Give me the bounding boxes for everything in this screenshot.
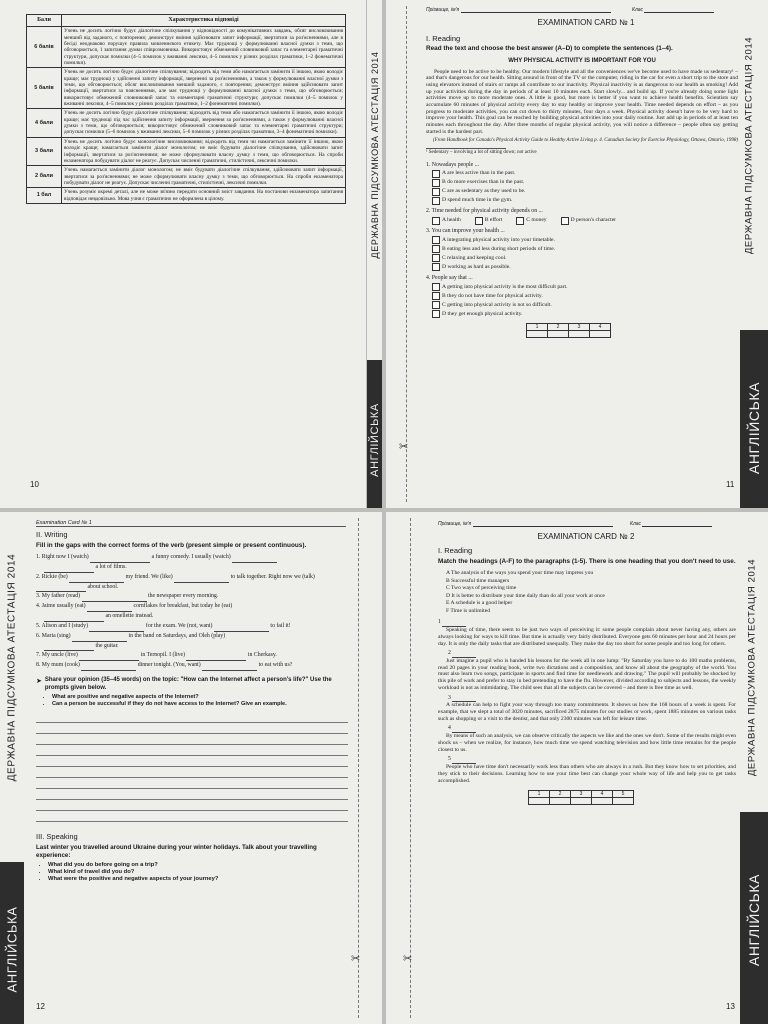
gap-field[interactable]	[69, 576, 124, 583]
checkbox[interactable]	[432, 254, 440, 262]
name-line[interactable]	[473, 520, 613, 527]
option[interactable]	[432, 292, 738, 301]
footnote: ¹ Sedentary – involving a lot of sitting down; not active	[426, 149, 537, 155]
option-label: B eating less and less during short periods of time.	[442, 245, 556, 252]
answer-grid	[526, 323, 611, 338]
header-description: Характеристика відповіді	[62, 15, 346, 27]
option[interactable]	[432, 254, 738, 263]
gap-field[interactable]	[174, 576, 229, 583]
page-number: 11	[726, 480, 735, 489]
answer-grid	[528, 790, 634, 805]
checkbox[interactable]	[432, 188, 440, 196]
opinion-task	[36, 677, 348, 692]
table-row	[27, 166, 346, 188]
speaking-criteria-table	[26, 14, 346, 204]
score-cell: 1 бал	[27, 188, 62, 204]
name-field[interactable]	[426, 6, 714, 13]
answer-cell[interactable]	[527, 330, 548, 337]
paragraph-number: 5	[448, 756, 451, 763]
checkbox[interactable]	[432, 236, 440, 244]
description-cell: Учень не досить логічно будує діалогічне спілкування; відходить від теми або намагається замінити її іншою, якою володіє краще; має труднощі у здійсненні запиту інформації, зверненні за роз'ясненнями, а також у формулюванні власної думки з теми, що обговорюється; обсяг висловлювання менший заданого, є повторення; демонструє вміння здійснювати запит інформації, звертатися за поясненнями, але має труднощі у формулюванні власної думки з теми, що обговорюється; використовує обмежений словниковий запас та елементарні граматичні структури; допускає помилки (4–5 помилок у вживанні лексики, 4–5 помилок у різних розділах граматики, 1–2 фонематичні помилки).	[62, 68, 346, 109]
name-line[interactable]	[461, 6, 611, 13]
option-label: C relaxing and keeping cool.	[442, 254, 507, 261]
banner-text: ДЕРЖАВНА ПІДСУМКОВА АТЕСТАЦІЯ 2014	[369, 51, 380, 259]
gap-field[interactable]	[79, 654, 139, 661]
speaking-prompts	[40, 862, 348, 884]
gap-field[interactable]	[452, 651, 476, 658]
option-label: A are less active than in the past.	[442, 170, 516, 177]
table-row	[27, 68, 346, 109]
banner-text: ДЕРЖАВНА ПІДСУМКОВА АТЕСТАЦІЯ 2014	[743, 36, 755, 255]
description-cell: Учень розуміє окремі деталі, але не може зв'язно передати основний зміст завдання. На постанови екзаменатора запитання відповідає невдовільно. Мова учня є граматично не оформлена в цілому.	[62, 188, 346, 204]
option-label: B they do not have time for physical activity.	[442, 292, 543, 299]
option-label: D spend much time in the gym.	[442, 197, 513, 204]
checkbox[interactable]	[432, 283, 440, 291]
gap-field[interactable]	[87, 605, 132, 612]
banner-text: ДЕРЖАВНА ПІДСУМКОВА АТЕСТАЦІЯ 2014	[6, 553, 18, 782]
option[interactable]	[432, 236, 738, 245]
gap-field[interactable]	[81, 664, 136, 671]
page-10	[0, 0, 382, 508]
gap-field[interactable]	[89, 625, 144, 632]
list-item: 6. Maria (sing) in the band on Saturdays, and Oleh (play) the guitar.	[36, 632, 348, 652]
gap-field[interactable]	[214, 625, 269, 632]
checkbox[interactable]	[432, 170, 440, 178]
paragraph-text: Just imagine a pupil who is handed his lessons for the week all in one lump: "By Saturday you have to do 100 maths problems, read 20 pages in your reading book, write two dictations and a composition, and know all about the geography of the world. You must also learn two songs, participate in sports and find time for needlework and drawing." The pupil will probably be shocked by this pile of work and prefer to stay in bed pretending to have the flu. However, divided according to subjects and lessons, the weekly workload is not as intimidating. The child sees that all the subjects can be covered – and there is free time as well.	[438, 658, 736, 691]
answer-label: 3	[571, 791, 592, 798]
checkbox[interactable]	[432, 179, 440, 187]
question-1	[426, 162, 738, 206]
table-row	[27, 188, 346, 204]
option-label: C are as sedentary as they used to be.	[442, 188, 526, 195]
paragraph-number: 4	[448, 725, 451, 732]
option[interactable]	[561, 216, 616, 225]
opinion-prompts	[46, 694, 348, 708]
answer-label: 5	[613, 791, 634, 798]
description-cell: Учень не досить логічно будує діалогічне спілкування у відповідності до комунікативних завдань, обсяг висловлювання менший від заданого, є повторення; демонструє вміння здійснювати запит інформації, звертатися за роз'ясненнями, але в бесіді неоднаково порушує правила мовленнєвого етикету. Має труднощі у формулюванні власної думки з теми, що обговорюється, 1 запитання думки співрозмовника. Використовує обмежений словниковий запас та елементарні граматичні структури, допускає помилки (4–5 помилок у вживанні лексики, 4–5 помилок у різних розділах граматики, 1–2 фонематичні помилки).	[62, 27, 346, 68]
page-12	[0, 512, 382, 1024]
answer-label: 1	[527, 323, 548, 330]
answer-cell[interactable]	[569, 330, 590, 337]
side-banner	[0, 512, 24, 1024]
answer-label: 1	[529, 791, 550, 798]
side-banner	[366, 0, 382, 508]
answer-label: 2	[548, 323, 569, 330]
option[interactable]	[432, 187, 738, 196]
list-item: 4. Jaime usually (eat) cornflakes for breakfast, but today he (eat) an omellette instead.	[36, 602, 348, 622]
list-item: E A schedule is a good helper	[446, 600, 513, 607]
list-item: • What kind of travel did you do?	[48, 869, 348, 876]
question-stem: 4. People say that ...	[426, 274, 473, 281]
opinion-task-text: Share your opinion (35–45 words) on the topic: "How can the Internet affect a person's life?" Use the prompts given below.	[44, 677, 332, 691]
option-label: A integrating physical activity into your timetable.	[442, 236, 555, 243]
gap-field[interactable]	[232, 556, 277, 563]
score-cell: 4 бали	[27, 109, 62, 137]
list-item: C Two ways of perceiving time	[446, 585, 517, 592]
class-line[interactable]	[644, 6, 714, 13]
list-item: A The analysis of the ways you spend your time may impress you	[446, 570, 594, 576]
paragraph-number: 1	[438, 619, 441, 626]
answer-label: 4	[592, 791, 613, 798]
paragraph-5	[438, 756, 736, 784]
score-cell: 3 бали	[27, 137, 62, 165]
option-label: A health	[442, 216, 461, 223]
gap-field[interactable]	[36, 585, 86, 592]
answer-cell[interactable]	[590, 330, 611, 337]
question-stem: 1. Nowadays people ...	[426, 161, 479, 168]
list-item: • Can a person be successful if they do not have access to the Internet? Give an example.	[52, 701, 348, 708]
checkbox[interactable]	[432, 217, 440, 225]
answer-cell[interactable]	[571, 798, 592, 805]
option-label: A getting into physical activity is the most difficult part.	[442, 283, 568, 290]
scissors-icon: ✂	[399, 441, 409, 453]
paragraph-4	[438, 725, 736, 753]
option[interactable]	[432, 169, 738, 178]
banner-subject: АНГЛІЙСЬКА	[746, 873, 762, 967]
gap-field[interactable]	[186, 654, 246, 661]
option-label: D working as hard as possible.	[442, 263, 511, 270]
list-item: D It is better to distribute your time daily than do all your work at once	[446, 592, 605, 599]
answer-cell[interactable]	[529, 798, 550, 805]
gap-field[interactable]	[452, 757, 476, 764]
answer-cell[interactable]	[550, 798, 571, 805]
scissors-icon: ✂	[403, 953, 413, 965]
gap-field[interactable]	[44, 566, 94, 573]
scissors-icon: ✂	[351, 953, 361, 965]
gap-field[interactable]	[82, 595, 147, 602]
class-label: Клас	[630, 521, 642, 527]
answer-label: 3	[569, 323, 590, 330]
writing-section	[36, 530, 348, 883]
paragraph-text: Speaking of time, there seem to be just two ways of perceiving it: some people complain about never having any, others are always looking for ways to kill time. But time is actually very fairly distributed. Everyone gets 60 minutes per hour and 24 hours per day. It is only the daily tasks that are distributed unequally. They make the day too short for some people and too long for others.	[438, 627, 736, 647]
option[interactable]	[475, 216, 502, 225]
side-banner	[740, 512, 768, 1024]
card-title: EXAMINATION CARD № 1	[537, 18, 635, 27]
headings-list	[446, 570, 736, 615]
speaking-task: Last winter you travelled around Ukraine during your winter holidays. Talk about your travelling experience:	[36, 844, 317, 859]
banner-subject: АНГЛІЙСЬКА	[4, 906, 20, 993]
option[interactable]	[432, 263, 738, 272]
list-item: 1. Right now I (watch) a funny comedy. I usually (watch) a lot of films.	[36, 553, 348, 573]
gap-field[interactable]	[44, 644, 94, 651]
list-item: • What are positive and negative aspects of the Internet?	[52, 694, 348, 701]
card-label: Examination Card № 1	[36, 520, 346, 527]
list-item: F Time is unlimited	[446, 607, 490, 614]
list-item: 3. My father (read) the newspaper every morning.	[36, 592, 348, 602]
paragraph-number: 3	[448, 694, 451, 701]
checkbox[interactable]	[432, 263, 440, 271]
answer-label: 4	[590, 323, 611, 330]
description-cell: Учень не досить логічно будує монологічне висловлювання; відходить від теми чи намагається замінити її іншою, якою володіє краще; намагається замінити діалог монологом; не вміє будувати діалогічне спілкування, здійснювати запит інформації, звертатися за роз'ясненнями; не може сформулювати власну думку з теми, що обговорюється. На спроби екзаменатора побудувати діалог не реагує. Допускає численні граматичні, стилістичні, лексичні помилки.	[62, 137, 346, 165]
score-cell: 6 балів	[27, 27, 62, 68]
option[interactable]	[432, 301, 738, 310]
option[interactable]	[432, 310, 738, 319]
answer-cell[interactable]	[548, 330, 569, 337]
page-13	[386, 512, 768, 1024]
paragraph-text: By means of such an analysis, we can observe critically the aspects we like and the ones we don't. Some of the results might even shock us – when we realize, for instance, how much time we spend watching television and how little time remains for the people closest to us.	[438, 733, 736, 753]
score-cell: 5 балів	[27, 68, 62, 109]
table-row	[27, 109, 346, 137]
score-cell: 2 бали	[27, 166, 62, 188]
page-number: 10	[30, 480, 39, 489]
list-item: • What did you do before going on a trip?	[48, 862, 348, 869]
card-title: EXAMINATION CARD № 2	[537, 532, 635, 541]
banner-subject: АНГЛІЙСЬКА	[746, 381, 762, 475]
option-label: D person's character	[570, 216, 617, 223]
checkbox[interactable]	[432, 245, 440, 253]
checkbox[interactable]	[432, 292, 440, 300]
option-label: B effort	[484, 216, 503, 223]
page-number: 13	[726, 1002, 735, 1011]
answer-cell[interactable]	[592, 798, 613, 805]
page-11	[386, 0, 768, 508]
gap-field[interactable]	[72, 635, 127, 642]
option[interactable]	[432, 283, 738, 292]
header-score: Бали	[27, 15, 62, 27]
list-item: • What were the positive and negative aspects of your journey?	[48, 876, 348, 883]
option[interactable]	[516, 216, 546, 225]
option[interactable]	[432, 178, 738, 187]
name-label: Прізвище, ім'я	[426, 7, 460, 13]
class-line[interactable]	[642, 520, 712, 527]
option[interactable]	[432, 245, 738, 254]
option-label: B do more exercises than in the past.	[442, 179, 525, 186]
paragraph-2	[438, 650, 736, 691]
question-3	[426, 228, 738, 272]
option-label: C money	[526, 216, 547, 223]
source: (From Handbook for Canada's Physical Activity Guide to Healthy Active Living p. 4. Canadian Society for Exercise Physiology, Ottawa, Ontario, 1998)	[432, 137, 738, 143]
answer-cell[interactable]	[613, 798, 634, 805]
option-label: D they get enough physical activity.	[442, 310, 523, 317]
answer-label: 2	[550, 791, 571, 798]
paragraph-text: A schedule can help to fight your way through too many commitments. It shows us how the 168 hours of a week is spent. For example, that we slept a total of 3020 minutes, sacrificed 2875 minutes for our studies or work, spent 1885 minutes on various tasks such as shopping or a visit to the dentist, and that only 2300 minutes was left for leisure time.	[438, 702, 736, 722]
instruction: Match the headings (A-F) to the paragraphs (1-5). There is one heading that you don't need to use.	[438, 558, 736, 565]
arrow-icon: ➤	[36, 677, 42, 686]
question-2	[426, 208, 738, 225]
reading-section	[438, 546, 736, 805]
section-title: I. Reading	[438, 546, 473, 555]
text-title: WHY PHYSICAL ACTIVITY IS IMPORTANT FOR YOU	[508, 58, 656, 64]
list-item: 8. My mum (cook) dinner tonight. (You, want) to eat with us?	[36, 661, 348, 671]
list-item: 2. Rickie (be) my friend. We (like) to talk together. Right now we (talk) about school.	[36, 573, 348, 593]
banner-text: ДЕРЖАВНА ПІДСУМКОВА АТЕСТАЦІЯ 2014	[746, 558, 758, 777]
description-cell: Учень не досить логічно будує діалогічне спілкування; відходить від теми або намагається замінити її іншою, якою володіє краще; має труднощі під час здійснення запиту інформації, звернення за роз'ясненнями, а також у формулюванні власної думки з теми, що обговорюється; використовує обмежений словниковий запас та елементарні граматичні структури; допускає помилки (5–6 помилок у вживанні лексики, 5–6 помилок у різних розділах граматики, 3–4 фонематичні помилки).	[62, 109, 346, 137]
instruction: Read the text and choose the best answer (A–D) to complete the sentences (1–4).	[426, 45, 673, 52]
gap-field[interactable]	[202, 664, 257, 671]
checkbox[interactable]	[432, 301, 440, 309]
name-label: Прізвище, ім'я	[438, 521, 472, 527]
instruction: Fill in the gaps with the correct forms of the verb (present simple or present continuous).	[36, 542, 307, 549]
option[interactable]	[432, 216, 461, 225]
speaking-section-title: III. Speaking	[36, 832, 78, 842]
class-label: Клас	[632, 7, 644, 13]
section-title: II. Writing	[36, 530, 68, 539]
checkbox[interactable]	[432, 310, 440, 318]
question-stem: 2. Time needed for physical activity depends on ...	[426, 208, 543, 215]
page-number: 12	[36, 1002, 45, 1011]
passage: People need to be active to be healthy. Our modern lifestyle and all the conveniences we've become used to have made us sedentary¹ – and that's dangerous for our health. Sitting around in front of the TV or the computer, riding in the car for even a short trip to the store and using elevators instead of stairs or ramps all contribute to our inactivity. Physical inactivity is as dangerous to our health as smoking! Add up your activities during the day in periods of at least 10 minutes each. Start slowly... and build up. If you're already doing some light activities move up to more moderate ones. A little is good, but more is better if you want to achieve health benefits. Scientists say accumulate 60 minutes of physical activity every day to stay healthy or improve your health. Time needed depends on effort – as you progress to moderate activities, you can cut down to thirty minutes, four days a week. Physical activity doesn't have to be very hard to improve your health. This goal can be reached by building physical activities into your daily routine. Just add up in periods of at least ten minutes each throughout the day. After three months of regular physical activity, you will notice a difference – people often say getting started is the hardest part.	[426, 68, 738, 135]
checkbox[interactable]	[475, 217, 483, 225]
banner-subject: АНГЛІЙСЬКА	[368, 403, 381, 477]
cut-line	[410, 518, 411, 1018]
list-item: 7. My uncle (live) in Ternopil. I (live) in Cherkasy.	[36, 651, 348, 661]
checkbox[interactable]	[432, 197, 440, 205]
gap-field[interactable]	[44, 615, 104, 622]
side-banner	[740, 0, 768, 508]
checkbox[interactable]	[561, 217, 569, 225]
paragraph-1	[438, 619, 736, 647]
list-item: B Successful time managers	[446, 577, 510, 584]
option-label: C getting into physical activity is not so difficult.	[442, 301, 552, 308]
description-cell: Учень намагається замінити діалог монологом; не вміє будувати діалогічне спілкування, здійснювати запит інформації, звертатися за роз'ясненнями; не може сформулювати власну думку з теми, що обговорюється. На спроби екзаменатора побудувати діалог не реагує. Допускає численні граматичні, стилістичні, лексичні помилки.	[62, 166, 346, 188]
option[interactable]	[432, 196, 738, 205]
cut-line	[406, 6, 407, 502]
table-row	[27, 27, 346, 68]
cut-line	[358, 518, 359, 1018]
section-title: I. Reading	[426, 34, 461, 43]
name-field[interactable]	[438, 520, 712, 527]
paragraph-3	[438, 695, 736, 723]
list-item: 5. Alison and I (study) for the exam. We (not, want) to fail it!	[36, 622, 348, 632]
question-stem: 3. You can improve your health ...	[426, 228, 505, 235]
question-4	[426, 275, 738, 319]
gap-field[interactable]	[90, 556, 150, 563]
table-row	[27, 137, 346, 165]
gap-fill-list	[36, 553, 348, 671]
writing-lines[interactable]	[36, 712, 348, 822]
checkbox[interactable]	[516, 217, 524, 225]
reading-section	[426, 34, 738, 338]
paragraph-number: 2	[448, 650, 451, 657]
paragraph-text: People who have time don't necessarily work less than others who are always in a rush. But they know how to set priorities, and they stick to their decisions. Learning how to use your time best can change your whole way of life and help you to get tasks accomplished.	[438, 764, 736, 784]
